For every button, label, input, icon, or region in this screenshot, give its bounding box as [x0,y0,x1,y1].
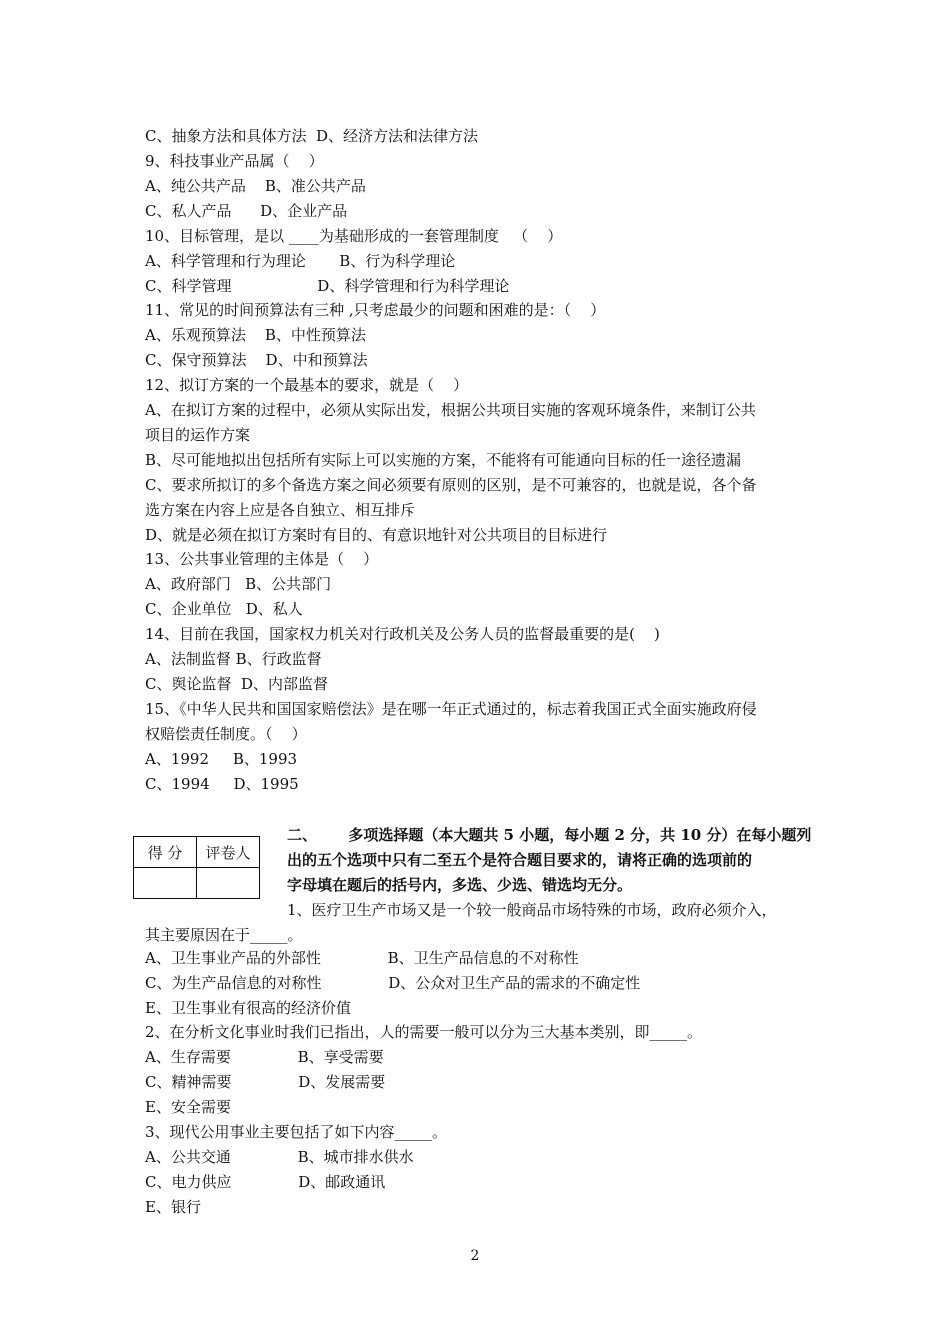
section-heading: 二、 多项选择题（本大题共 5 小题，每小题 2 分，共 10 分）在每小题列 [287,826,812,844]
text-line: C、电力供应 D、邮政通讯 [145,1173,386,1191]
text-line: A、公共交通 B、城市排水供水 [145,1148,414,1166]
text-line: 15、《中华人民共和国国家赔偿法》是在哪一年正式通过的，标志着我国正式全面实施政府侵 [145,700,757,718]
text-line: 11、常见的时间预算法有三种 ,只考虑最少的问题和困难的是：（ ） [145,301,606,319]
text-line: E、卫生事业有很高的经济价值 [145,999,351,1017]
text-line: A、1992 B、1993 [145,750,298,768]
grader-cell [197,868,260,899]
text-line: C、为生产品信息的对称性 D、公众对卫生产品的需求的不确定性 [145,974,641,992]
text-line: A、科学管理和行为理论 B、行为科学理论 [145,252,456,270]
page-number: 2 [470,1248,480,1264]
text-line: 1、医疗卫生产市场又是一个较一般商品市场特殊的市场，政府必须介入， [287,901,777,919]
text-line: B、尽可能地拟出包括所有实际上可以实施的方案，不能将有可能通向目标的任一途径遗漏 [145,451,742,469]
text-line: A、生存需要 B、享受需要 [145,1048,384,1066]
text-line: A、乐观预算法 B、中性预算法 [145,326,366,344]
text-line: 10、目标管理，是以 ____为基础形成的一套管理制度 （ ） [145,227,563,245]
text-line: A、政府部门 B、公共部门 [145,575,332,593]
text-line: C、企业单位 D、私人 [145,600,303,618]
grader-label: 评卷人 [197,837,260,868]
text-line: 13、公共事业管理的主体是（ ） [145,550,379,568]
text-line: A、法制监督 B、行政监督 [145,650,322,668]
text-line: C、私人产品 D、企业产品 [145,202,348,220]
text-line: A、纯公共产品 B、准公共产品 [145,177,366,195]
text-line: 14、目前在我国，国家权力机关对行政机关及公务人员的监督最重要的是( ) [145,625,660,643]
text-line: 项目的运作方案 [145,426,251,444]
text-line: D、就是必须在拟订方案时有目的、有意识地针对公共项目的目标进行 [145,526,608,544]
text-line: C、科学管理 D、科学管理和行为科学理论 [145,277,510,295]
text-line: C、要求所拟订的多个备选方案之间必须要有原则的区别，是不可兼容的，也就是说，各个备 [145,476,757,494]
section-heading: 出的五个选项中只有二至五个是符合题目要求的，请将正确的选项前的 [287,851,753,869]
text-line: C、舆论监督 D、内部监督 [145,675,329,693]
text-line: 选方案在内容上应是各自独立、相互排斥 [145,501,416,519]
text-line: C、精神需要 D、发展需要 [145,1073,386,1091]
score-table [133,836,260,899]
text-line: 12、拟订方案的一个最基本的要求，就是（ ） [145,376,469,394]
section-heading: 字母填在题后的括号内，多选、少选、错选均无分。 [287,876,633,894]
text-line: E、安全需要 [145,1098,231,1116]
text-line: C、1994 D、1995 [145,775,299,793]
text-line: 权赔偿责任制度。（ ） [145,725,307,743]
score-label: 得 分 [134,837,197,868]
score-cell [134,868,197,899]
text-line: 其主要原因在于_____。 [145,926,303,944]
text-line: A、在拟订方案的过程中，必须从实际出发，根据公共项目实施的客观环境条件，来制订公共 [145,401,756,419]
text-line: 9、科技事业产品属（ ） [145,152,324,170]
text-line: A、卫生事业产品的外部性 B、卫生产品信息的不对称性 [145,949,579,967]
text-line: C、保守预算法 D、中和预算法 [145,351,368,369]
text-line: 2、在分析文化事业时我们已指出，人的需要一般可以分为三大基本类别，即_____。 [145,1023,703,1041]
text-line: 3、现代公用事业主要包括了如下内容_____。 [145,1123,448,1141]
text-line: E、银行 [145,1198,201,1216]
text-line: C、抽象方法和具体方法 D、经济方法和法律方法 [145,127,479,145]
